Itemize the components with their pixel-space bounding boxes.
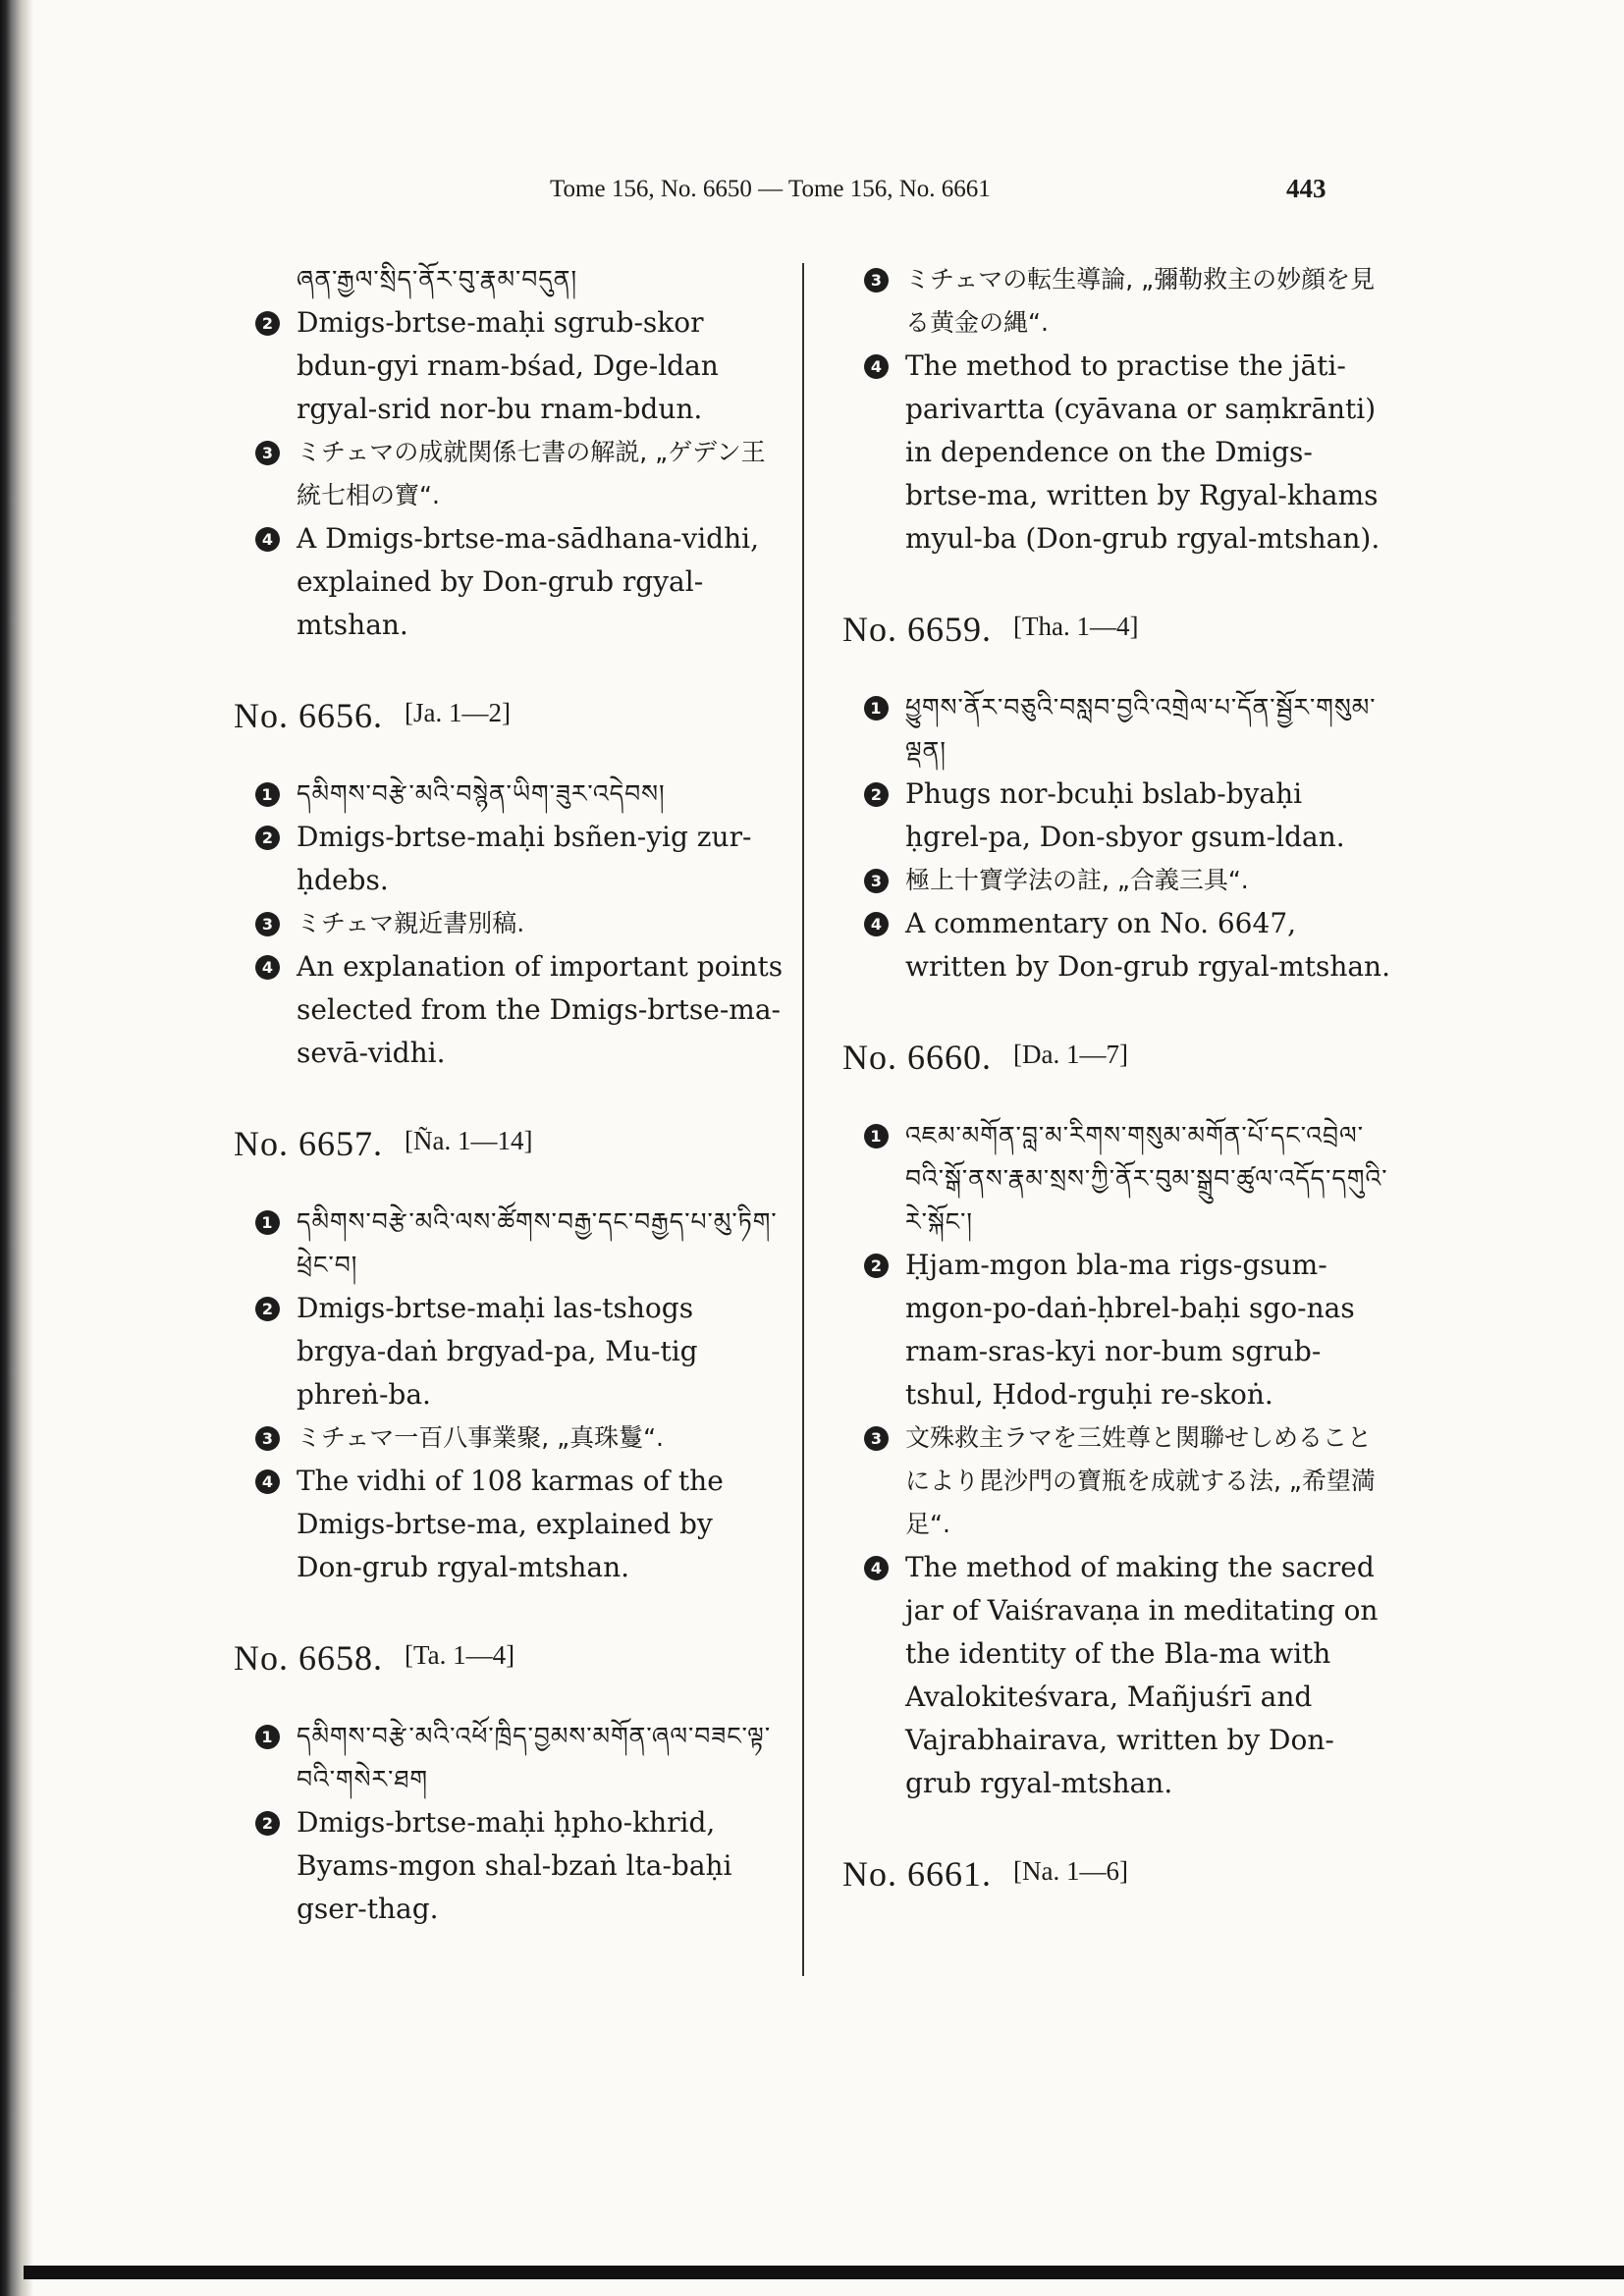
marker-4-icon: 4 (864, 354, 889, 379)
japanese-text: 極上十寶学法の註, „合義三具“. (905, 866, 1249, 894)
tibetan-text: དམིགས་བརྩེ་མའི་འཕོ་ཁྲིད་བྱམས་མགོན་ཞལ་བཟང་ལྟ་བའི་གསེར་ཐག (297, 1722, 772, 1793)
english-text: The vidhi of 108 karmas of the Dmigs-brtse-ma, explained by Don-grub rgyal-mtshan. (297, 1465, 724, 1583)
tibetan-title-continuation: ཞན་རྒྱལ་སྲིད་ནོར་བུ་རྣམ་བདུན། (297, 265, 578, 294)
marker-1-icon: 1 (864, 696, 889, 721)
transliteration-text: Ḥjam-mgon bla-ma rigs-gsum-mgon-po-daṅ-ḥbrel-baḥi sgo-nas rnam-sras-kyi nor-bum sgrub-tshul, Ḥdod-rguḥi re-skoṅ. (905, 1249, 1355, 1411)
transliteration-text: Dmigs-brtse-maḥi ḥpho-khrid, Byams-mgon shal-bzaṅ lta-baḥi gser-thag. (297, 1806, 732, 1925)
entry-reference: [Tha. 1—4] (1013, 612, 1139, 641)
marker-4-icon: 4 (255, 955, 280, 980)
page-header (0, 172, 1624, 211)
transliteration-text: Dmigs-brtse-maḥi bsñen-yig zur-ḥdebs. (297, 821, 752, 896)
english-text: An explanation of important points selected from the Dmigs-brtse-ma-sevā-vidhi. (297, 950, 784, 1069)
transliteration-text: Phugs nor-bcuḥi bslab-byaḥi ḥgrel-pa, Don-sbyor gsum-ldan. (905, 777, 1345, 853)
tibetan-text: འཇམ་མགོན་བླ་མ་རིགས་གསུམ་མགོན་པོ་དང་འབྲེལ་བའི་སྒོ་ནས་རྣམ་སྲས་ཀྱི་ནོར་བུམ་སྒྲུབ་ཚུལ་འདོད་དགུའི་རེ་སྐོང་། (905, 1121, 1388, 1236)
entry-number: No. 6656. (234, 696, 383, 735)
entry-reference: [Ja. 1—2] (405, 698, 511, 727)
item-japanese (842, 1416, 1392, 1546)
marker-1-icon: 1 (255, 1210, 280, 1235)
english-text: The method to practise the jāti-parivartta (cyāvana or saṃkrānti) in dependence on the Dmigs-brtse-ma, written by Rgyal-khams myul-ba (Don-grub rgyal-mtshan). (905, 349, 1380, 555)
tibetan-text: ཕྱུགས་ནོར་བཅུའི་བསླབ་བྱའི་འགྲེལ་པ་དོན་སྦྱོར་གསུམ་ལྡན། (905, 693, 1377, 765)
entry-heading-6658 (234, 1636, 784, 1687)
entry-reference: [Da. 1—7] (1013, 1040, 1128, 1069)
page-number: 443 (1286, 174, 1326, 203)
entry-reference: [Ña. 1—14] (405, 1126, 533, 1155)
marker-4-icon: 4 (255, 1469, 280, 1494)
item-tibetan (842, 686, 1392, 773)
entry-reference: [Ta. 1—4] (405, 1640, 515, 1670)
marker-2-icon: 2 (255, 826, 280, 850)
item-japanese (234, 1416, 784, 1460)
item-japanese (234, 902, 784, 945)
japanese-text: ミチェマ一百八事業聚, „真珠鬘“. (297, 1423, 664, 1452)
entry-reference: [Na. 1—6] (1013, 1856, 1128, 1886)
entry-number: No. 6657. (234, 1124, 383, 1163)
item-tibetan (234, 1715, 784, 1801)
entry-number: No. 6661. (842, 1854, 992, 1894)
marker-3-icon: 3 (255, 912, 280, 936)
marker-3-icon: 3 (864, 869, 889, 893)
marker-3-icon: 3 (864, 1426, 889, 1451)
japanese-text: ミチェマ親近書別稿. (297, 909, 525, 937)
marker-2-icon: 2 (255, 1811, 280, 1836)
item-transliteration (234, 301, 784, 431)
entry-heading-6656 (234, 694, 784, 745)
marker-3-icon: 3 (255, 441, 280, 465)
marker-1-icon: 1 (864, 1124, 889, 1148)
entry-number: No. 6659. (842, 610, 992, 649)
item-english (842, 1546, 1392, 1805)
tibetan-text: དམིགས་བརྩེ་མའི་ལས་ཚོགས་བརྒྱ་དང་བརྒྱད་པ་མུ་ཏིག་ཕྲེང་བ། (297, 1207, 778, 1279)
item-transliteration (234, 816, 784, 902)
left-column (234, 258, 784, 1931)
item-tibetan (234, 1201, 784, 1287)
item-english (234, 517, 784, 647)
item-japanese (842, 258, 1392, 345)
tibetan-text: དམིགས་བརྩེ་མའི་བསྙེན་ཡིག་ཟུར་འདེབས། (297, 779, 666, 808)
marker-3-icon: 3 (864, 268, 889, 293)
page-bottom-edge (24, 2266, 1624, 2279)
entry-number: No. 6660. (842, 1038, 992, 1077)
item-english (234, 1460, 784, 1589)
marker-1-icon: 1 (255, 782, 280, 807)
japanese-text: 文殊救主ラマを三姓尊と関聯せしめることにより毘沙門の寶瓶を成就する法, „希望満足“. (905, 1423, 1376, 1538)
column-divider (802, 263, 804, 1976)
marker-2-icon: 2 (255, 311, 280, 336)
item-japanese (842, 859, 1392, 902)
item-english (234, 945, 784, 1075)
item-tibetan (234, 773, 784, 816)
marker-4-icon: 4 (864, 1556, 889, 1580)
item-transliteration (842, 773, 1392, 859)
item-english (842, 902, 1392, 988)
entry-heading-6661 (842, 1852, 1392, 1903)
right-column (842, 258, 1392, 1931)
japanese-text: ミチェマの成就関係七書の解説, „ゲデン王統七相の寶“. (297, 438, 766, 509)
marker-1-icon: 1 (255, 1725, 280, 1749)
item-transliteration (842, 1244, 1392, 1416)
running-title: Tome 156, No. 6650 — Tome 156, No. 6661 (550, 176, 991, 202)
english-text: A Dmigs-brtse-ma-sādhana-vidhi, explained by Don-grub rgyal-mtshan. (297, 522, 759, 641)
book-binding-shadow (0, 0, 33, 2296)
entry-heading-6657 (234, 1122, 784, 1173)
marker-4-icon: 4 (255, 527, 280, 552)
item-transliteration (234, 1801, 784, 1931)
marker-2-icon: 2 (864, 1254, 889, 1278)
entry-heading-6660 (842, 1036, 1392, 1087)
marker-2-icon: 2 (864, 782, 889, 807)
item-japanese (234, 431, 784, 517)
entry-number: No. 6658. (234, 1638, 383, 1678)
item-transliteration (234, 1287, 784, 1416)
marker-4-icon: 4 (864, 912, 889, 936)
item-english (842, 345, 1392, 561)
item-tibetan (842, 1114, 1392, 1244)
marker-2-icon: 2 (255, 1297, 280, 1321)
entry-heading-6659 (842, 608, 1392, 659)
english-text: The method of making the sacred jar of Vaiśravaṇa in meditating on the identity of the Bla-ma with Avalokiteśvara, Mañjuśrī and Vajrabhairava, written by Don-grub rgyal-mtshan. (905, 1551, 1379, 1799)
japanese-text: ミチェマの転生導論, „彌勒救主の妙顔を見る黄金の縄“. (905, 265, 1376, 337)
transliteration-text: Dmigs-brtse-maḥi sgrub-skor bdun-gyi rnam-bśad, Dge-ldan rgyal-srid nor-bu rnam-bdun. (297, 306, 719, 425)
transliteration-text: Dmigs-brtse-maḥi las-tshogs brgya-daṅ brgyad-pa, Mu-tig phreṅ-ba. (297, 1292, 698, 1411)
english-text: A commentary on No. 6647, written by Don-grub rgyal-mtshan. (905, 907, 1390, 983)
marker-3-icon: 3 (255, 1426, 280, 1451)
